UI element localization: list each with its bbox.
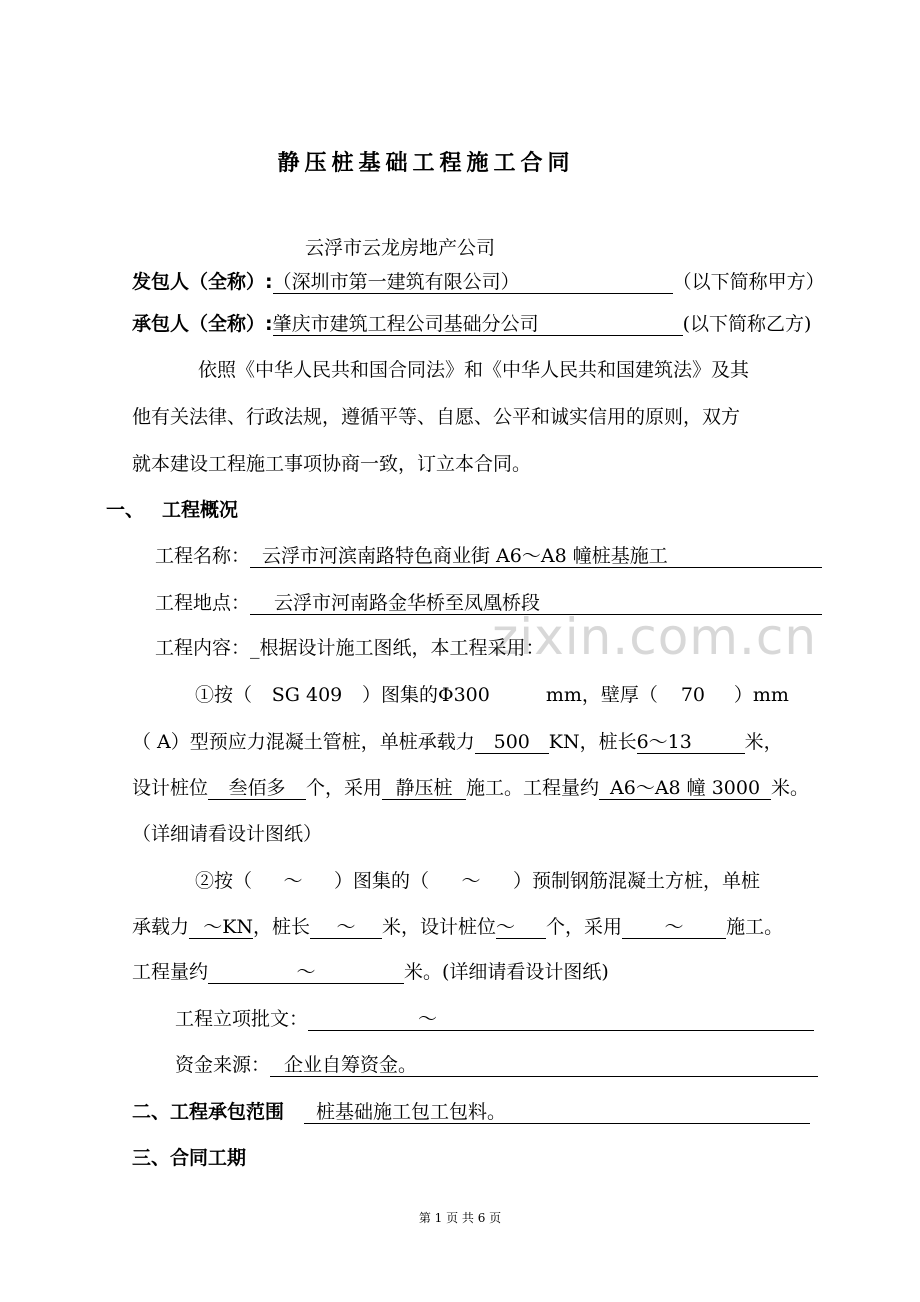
contractor-line [132,312,811,336]
employer-fullname: 云浮市云龙房地产公司 [305,237,496,259]
funding-label: 资金来源： [175,1054,271,1076]
document-title: 静压桩基础工程施工合同 [277,151,575,176]
item1-text: ）图集的Φ300 [362,684,490,706]
item2-capacity: ～KN [189,916,253,939]
item2-count: ～ [496,916,546,939]
item1-line-1 [195,683,789,707]
item2-text: 米，设计桩位 [382,916,497,938]
item2-length: ～ [310,916,382,939]
item2-text: 个，采用 [546,916,623,938]
item1-text: ①按（ [195,684,253,706]
item1-text: 设计桩位 [132,777,209,799]
item1-atlas: SG 409 [271,684,343,706]
item2-text: ，桩长 [253,916,311,938]
item1-text: 米， [744,731,783,753]
item1-text: 米。 [771,777,810,799]
item2-line-1 [195,869,760,893]
preamble-line-2: 他有关法律、行政法规，遵循平等、自愿、公平和诚实信用的原则，双方 [132,406,741,428]
project-content-label: 工程内容： [155,637,251,659]
item2-text: 工程量约 [132,961,209,983]
project-location-value: 云浮市河南路金华桥至凤凰桥段 [250,592,822,615]
contractor-label: 承包人（全称）: [132,313,273,335]
approval-value: ～ [308,1008,814,1031]
item2-text: 施工。 [726,916,784,938]
item2-text: ②按（ [195,870,253,892]
project-content-value: _根据设计施工图纸，本工程采用： [250,637,545,659]
item1-wall: 70 [680,684,705,706]
watermark: zixin.com.cn [492,608,818,666]
approval-label: 工程立项批文： [175,1008,309,1030]
section-1-number: 一、 [106,499,145,521]
funding-row [175,1053,818,1077]
item1-text: mm，壁厚（ [545,684,658,706]
contractor-suffix: (以下简称乙方) [682,313,812,335]
page-footer: 第 1 页 共 6 页 [418,1211,502,1225]
item1-text: ）mm [733,684,789,706]
item1-length: 6～13 [637,731,745,754]
item1-text: 施工。工程量约 [466,777,600,799]
contractor-value: 肇庆市建筑工程公司基础分公司 [273,313,683,336]
item1-method: 静压桩 [382,777,466,800]
item2-text: 承载力 [132,916,190,938]
employer-label: 发包人（全称）: [132,271,273,293]
item1-line-3 [132,776,809,800]
preamble-line-3: 就本建设工程施工事项协商一致，订立本合同。 [132,453,532,475]
project-location-label: 工程地点： [155,592,251,614]
item1-text: KN，桩长 [548,731,637,753]
preamble-line-1: 依照《中华人民共和国合同法》和《中华人民共和国建筑法》及其 [198,359,750,381]
item2-text: ）预制钢筋混凝土方桩，单桩 [513,870,761,892]
item2-line-3 [132,960,609,984]
item1-count: 叁佰多 [208,777,306,800]
project-name-row [155,544,822,568]
item1-quantity: A6～A8 幢 3000 [599,777,771,800]
item1-text: 个，采用 [306,777,383,799]
item1-line-2 [132,730,783,754]
item1-line-4: （详细请看设计图纸） [132,823,323,845]
project-location-row [155,591,822,615]
section-3-title: 三、合同工期 [132,1147,247,1169]
section-1-title: 工程概况 [162,499,239,521]
item2-line-2 [132,915,783,939]
project-name-value: 云浮市河滨南路特色商业街 A6～A8 幢桩基施工 [250,545,822,568]
employer-value: （深圳市第一建筑有限公司） [273,271,673,294]
item2-atlas: ～ [283,870,303,892]
item2-method: ～ [622,916,726,939]
project-content-row [155,636,545,660]
employer-line [132,270,825,294]
section-2-label: 二、工程承包范围 [132,1101,285,1123]
employer-suffix: （以下简称甲方） [672,271,825,293]
approval-row [175,1007,814,1031]
item2-text: ）图集的（ [334,870,430,892]
section-2-value: 桩基础施工包工包料。 [304,1101,810,1124]
project-name-label: 工程名称： [155,545,251,567]
item2-spec: ～ [461,870,481,892]
item1-text: （ A）型预应力混凝土管桩，单桩承载力 [132,731,475,753]
item2-quantity: ～ [208,961,404,984]
section-2-row [132,1100,810,1124]
funding-value: 企业自筹资金。 [270,1054,818,1077]
item1-capacity: 500 [475,731,549,754]
item2-text: 米。(详细请看设计图纸) [404,961,609,983]
